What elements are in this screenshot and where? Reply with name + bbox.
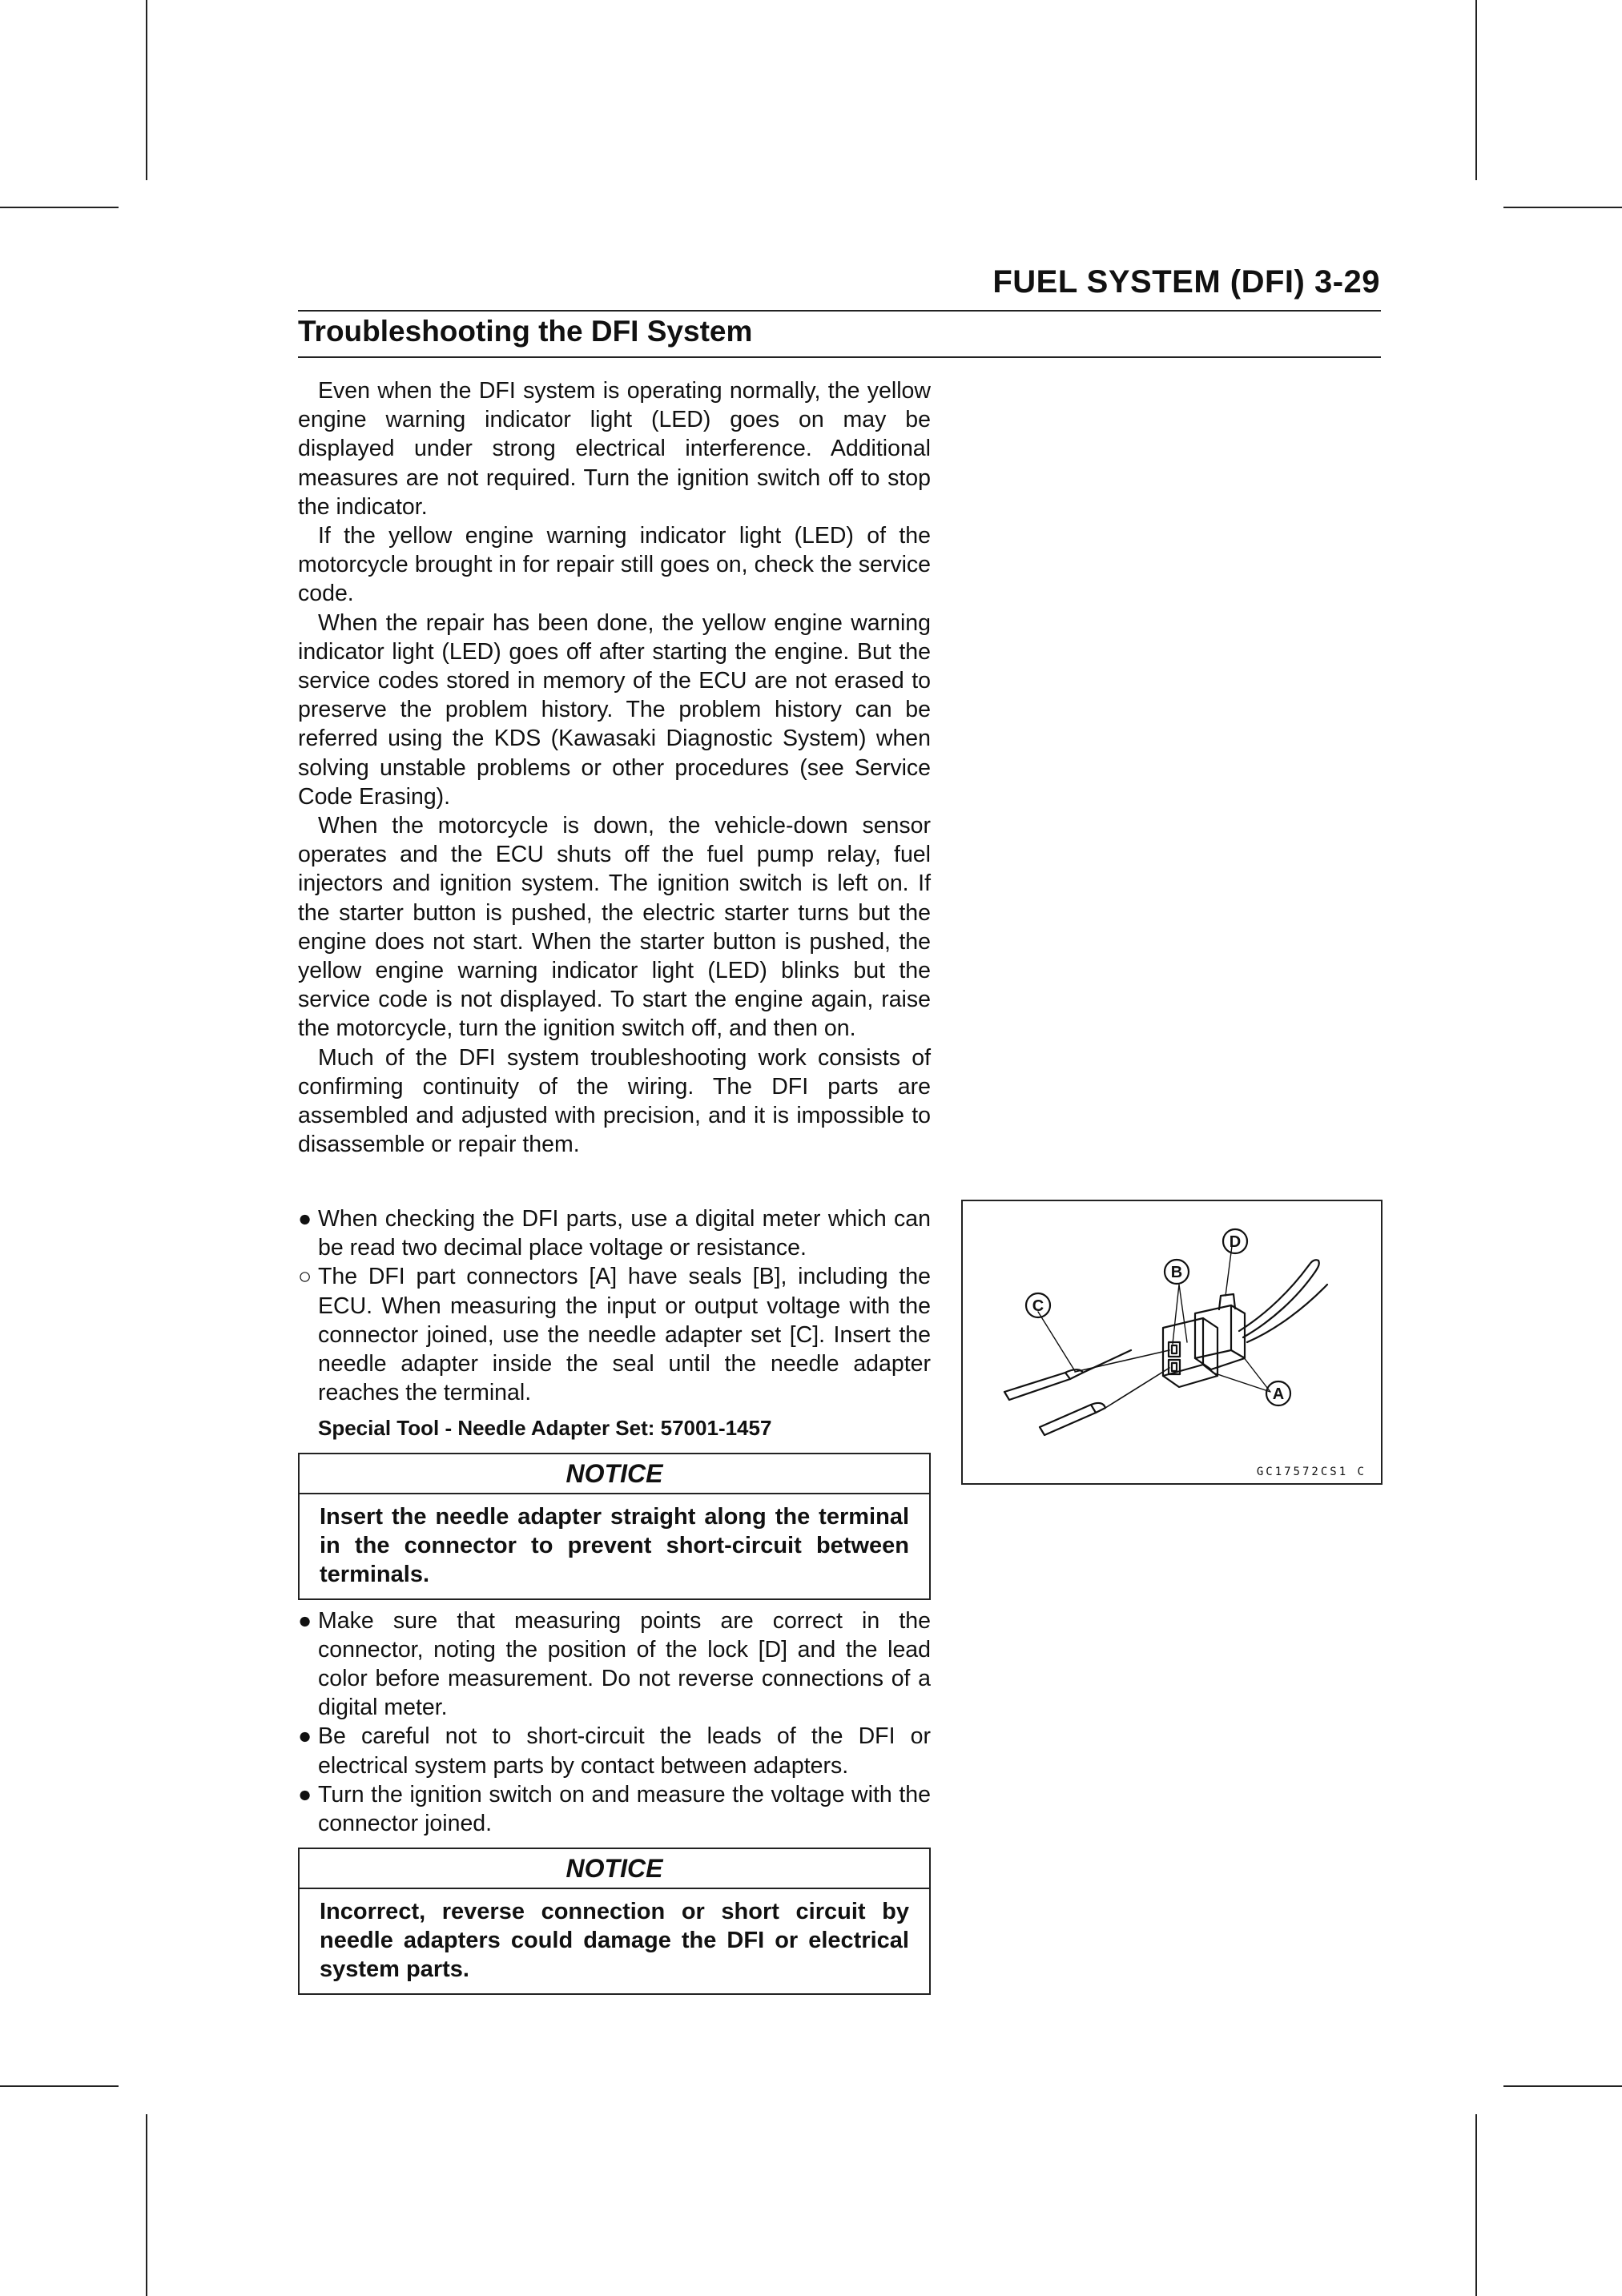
- list-item-text: Be careful not to short-circuit the leads of the DFI or electrical system parts by contact between adapters.: [318, 1723, 931, 1779]
- notice-box: [298, 1848, 931, 1995]
- bullet-mark: ●: [298, 1607, 312, 1634]
- leader-line: [1173, 1285, 1187, 1344]
- notice-body: Incorrect, reverse connection or short circuit by needle adapters could damage the DFI or electrical system parts.: [320, 1899, 909, 1983]
- bullet-mark: ●: [298, 1206, 312, 1232]
- notice-box: [298, 1453, 931, 1600]
- paragraph: If the yellow engine warning indicator light (LED) of the motorcycle brought in for repair still goes on, check the service code.: [298, 523, 931, 607]
- list-item: [298, 1262, 931, 1407]
- procedure-text: [298, 1204, 931, 1995]
- seal-inner: [1172, 1345, 1177, 1353]
- crop-mark: [1475, 0, 1477, 180]
- needle-adapter: [1004, 1373, 1070, 1400]
- paragraph: Much of the DFI system troubleshooting work consists of confirming continuity of the wiring. The DFI parts are assembled and adjusted with precision, and it is impossible to disassemble or repair them.: [298, 1044, 931, 1158]
- label-b: B: [1170, 1264, 1183, 1281]
- harness-wire: [1247, 1285, 1327, 1342]
- section-title: Troubleshooting the DFI System: [298, 315, 753, 348]
- list-item: [298, 1780, 931, 1838]
- needle-adapter: [1040, 1405, 1096, 1435]
- page-header-title: FUEL SYSTEM (DFI) 3-29: [992, 264, 1380, 300]
- crop-mark: [1503, 207, 1622, 208]
- list-item-text: When checking the DFI parts, use a digital meter which can be read two decimal place voltage or resistance.: [318, 1206, 931, 1261]
- notice-title: NOTICE: [300, 1849, 929, 1889]
- header-rule: [298, 310, 1381, 312]
- connector-figure: [961, 1200, 1383, 1485]
- paragraph: When the motorcycle is down, the vehicle-down sensor operates and the ECU shuts off the fuel pump relay, fuel injectors and ignition system. The ignition switch is left on. If the starter button is pushed, the electric starter turns but the engine does not start. When the starter button is pushed, the yellow engine warning indicator light (LED) blinks but the service code is not displayed. To start the engine again, raise the motorcycle, turn the ignition switch off, and then on.: [298, 813, 931, 1042]
- crop-mark: [1503, 2085, 1622, 2087]
- label-c: C: [1032, 1297, 1044, 1315]
- intro-text: [298, 376, 931, 1159]
- paragraph: When the repair has been done, the yellow engine warning indicator light (LED) goes off after starting the engine. But the service codes stored in memory of the ECU are not erased to preserve the problem history. The problem history can be referred using the KDS (Kawasaki Diagnostic System) when solving unstable problems or other procedures (see Service Code Erasing).: [298, 609, 931, 810]
- bullet-mark: ●: [298, 1723, 312, 1750]
- paragraph: Even when the DFI system is operating normally, the yellow engine warning indicator light (LED) goes on may be displayed under strong electrical interference. Additional measures are not required. Turn the ignition switch off to stop the indicator.: [298, 378, 931, 520]
- bullet-mark: ○: [298, 1264, 312, 1290]
- crop-mark: [0, 207, 119, 208]
- connector-illustration: [963, 1201, 1381, 1483]
- figure-code: GC17572CS1 C: [1256, 1466, 1366, 1478]
- leader-line: [1226, 1246, 1232, 1296]
- probe-lead: [1105, 1368, 1169, 1408]
- bullet-list: [298, 1204, 931, 1407]
- label-a: A: [1272, 1385, 1285, 1403]
- bullet-list: [298, 1606, 931, 1839]
- seal-inner: [1172, 1363, 1177, 1371]
- list-item: [298, 1722, 931, 1779]
- leader-line: [1213, 1357, 1270, 1392]
- label-d: D: [1229, 1233, 1242, 1251]
- list-item-text: Turn the ignition switch on and measure the voltage with the connector joined.: [318, 1781, 931, 1837]
- crop-mark: [1475, 2114, 1477, 2296]
- list-item: [298, 1606, 931, 1723]
- notice-title: NOTICE: [300, 1454, 929, 1494]
- list-item: [298, 1204, 931, 1262]
- crop-mark: [146, 0, 147, 180]
- list-item-text: Make sure that measuring points are correct in the connector, noting the position of the lock [D] and the lead color before measurement. Do not reverse connections of a digital meter.: [318, 1607, 931, 1721]
- list-item-text: The DFI part connectors [A] have seals [B], including the ECU. When measuring the input or output voltage with the connector joined, use the needle adapter set [C]. Insert the needle adapter inside the seal until the needle adapter reaches the terminal.: [318, 1264, 931, 1406]
- notice-body: Insert the needle adapter straight along the terminal in the connector to prevent short-circuit between terminals.: [320, 1503, 909, 1587]
- crop-mark: [146, 2114, 147, 2296]
- harness-wire: [1243, 1272, 1315, 1337]
- seal: [1169, 1342, 1180, 1357]
- harness-wire-end: [1309, 1260, 1319, 1272]
- needle: [1083, 1350, 1131, 1373]
- bullet-mark: ●: [298, 1781, 312, 1807]
- leader-line: [1038, 1312, 1075, 1371]
- crop-mark: [0, 2085, 119, 2087]
- special-tool-line: Special Tool - Needle Adapter Set: 57001-1457: [318, 1416, 772, 1441]
- section-rule: [298, 356, 1381, 358]
- harness-wire: [1239, 1265, 1309, 1331]
